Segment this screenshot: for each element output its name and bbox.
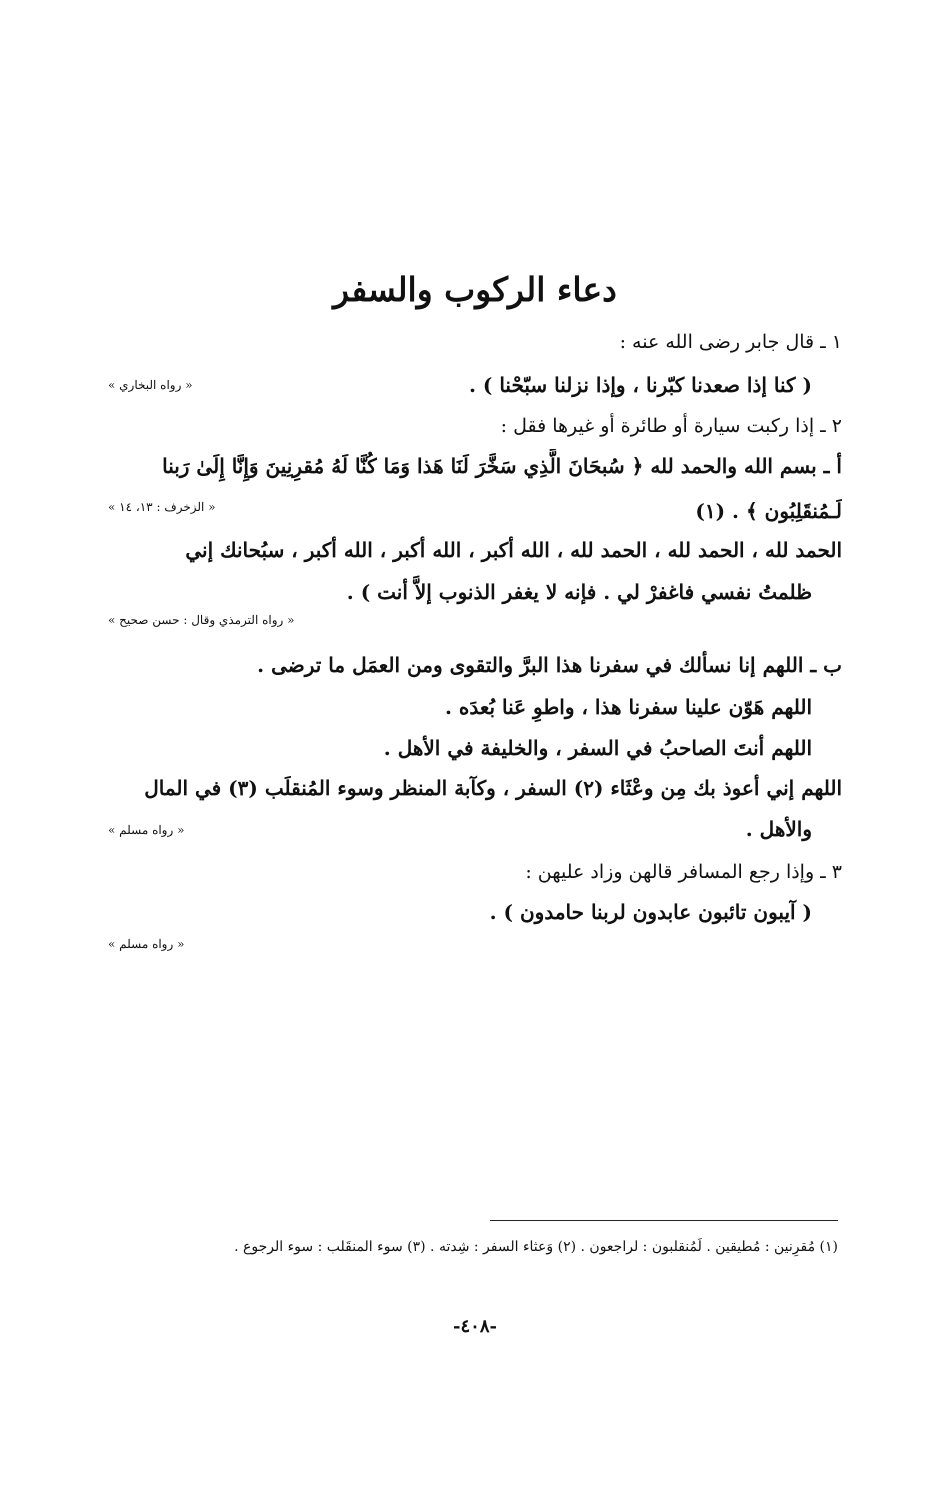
text-line-9: اللهم هَوّن علينا سفرنا هذا ، واطوِ عَنا بُعدَه . xyxy=(444,695,812,719)
text-line-11: اللهم إني أعوذ بك مِن وعْثَاء (٢) السفر ، وكآبة المنظر وسوء المُنقلَب (٣) في المال xyxy=(144,776,842,800)
page-title: دعاء الركوب والسفر xyxy=(333,270,617,309)
text-line-7: ظلمتُ نفسي فاغفرْ لي . فإنه لا يغفر الذنوب إلاَّ أنت ) . xyxy=(346,580,812,604)
text-line-5: لَـمُنقَلِبُون ﴾ . (١) xyxy=(695,499,842,523)
text-line-2: ( كنا إذا صعدنا كبّرنا ، وإذا نزلنا سبّحْنا ) . xyxy=(468,373,812,397)
text-line-13: ٣ ـ وإذا رجع المسافر قالهن وزاد عليهن : xyxy=(525,861,842,883)
text-line-10: اللهم أنتَ الصاحبُ في السفر ، والخليفة في الأهل . xyxy=(383,736,812,760)
source-citation-bukhari: « رواه البخاري » xyxy=(108,378,193,392)
text-line-14: ( آيبون تائبون عابدون لربنا حامدون ) . xyxy=(489,900,812,924)
text-line-8: ب ـ اللهم إنا نسألك في سفرنا هذا البرَّ والتقوى ومن العمَل ما ترضى . xyxy=(257,653,842,677)
page-number: -٤٠٨- xyxy=(453,1316,497,1337)
text-line-1: ١ ـ قال جابر رضى الله عنه : xyxy=(619,331,842,353)
source-citation-muslim: « رواه مسلم » xyxy=(108,823,185,837)
text-line-3: ٢ ـ إذا ركبت سيارة أو طائرة أو غيرها فقل : xyxy=(500,415,842,437)
source-citation-zukhruf: « الزخرف : ١٣، ١٤ » xyxy=(108,500,216,514)
footnote: (١) مُقرِنين : مُطيقين . لَمُنقلبون : لراجعون . (٢) وَعثاء السفر : شِدته . (٣) سوء المنقَلب : سوء الرجوع . xyxy=(234,1239,838,1255)
text-line-6: الحمد لله ، الحمد لله ، الحمد لله ، الله أكبر ، الله أكبر ، الله أكبر ، سبُحانك إني xyxy=(185,538,842,562)
source-citation-muslim: « رواه مسلم » xyxy=(108,937,185,951)
source-citation-tirmidhi: « رواه الترمذي وقال : حسن صحيح » xyxy=(108,613,295,627)
text-line-12: والأهل . xyxy=(745,817,812,841)
text-line-4: أ ـ بسم الله والحمد لله ﴿ سُبحَانَ الَّذِي سَخَّرَ لَنَا هَذا وَمَا كُنَّا لَهُ مُقرِنِينَ وَإِنَّا إِلَىٰ رَبنا xyxy=(162,454,842,478)
footnote-divider xyxy=(490,1220,838,1221)
